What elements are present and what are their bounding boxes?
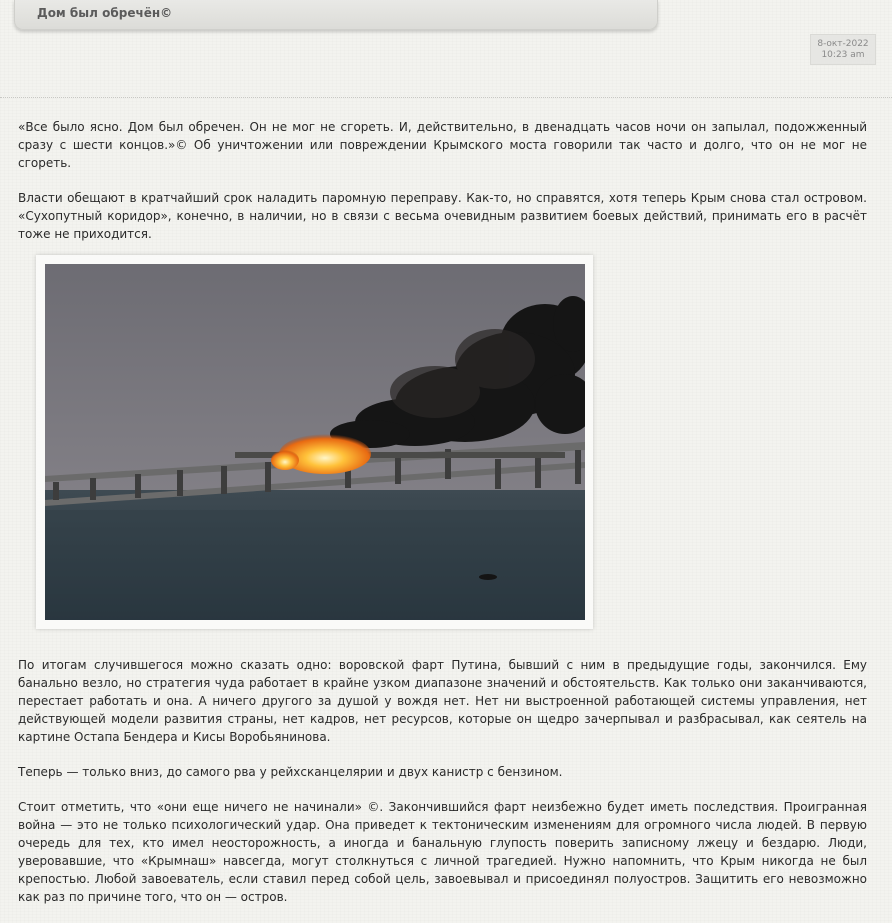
paragraph: Теперь — только вниз, до самого рва у рейхсканцелярии и двух канистр с бензином.: [18, 765, 563, 779]
post-date-badge: [810, 34, 876, 65]
post-time: 10:23 am: [821, 50, 865, 60]
post-body: [18, 118, 867, 923]
post-title-tab: [14, 0, 658, 30]
header-divider: [0, 97, 892, 98]
paragraph: Власти обещают в кратчайший срок наладить паромную переправу. Как-то, но справятся, хотя теперь Крым снова стал островом. «Сухопутный коридор», конечно, в наличии, но в связи с весьма очевидным развитием боевых действий, принимать его в расчёт тоже не приходится.: [18, 191, 867, 241]
post-title: Дом был обречён©: [37, 6, 173, 20]
post-date: 8-окт-2022: [817, 39, 869, 49]
paragraph: По итогам случившегося можно сказать одно: воровской фарт Путина, бывший с ним в предыдущие годы, закончился. Ему банально везло, но стратегия чуда работает в крайне узком диапазоне значений и обстоятельств. Как только они заканчиваются, перестает работать и она. А ничего другого за душой у вождя нет. Нет ни выстроенной работающей системы управления, нет действующей модели развития страны, нет кадров, нет ресурсов, которые он щедро зачерпывал и разбрасывал, как сеятель на картине Остапа Бендера и Кисы Воробьянинова.: [18, 658, 867, 744]
photo-frame: [36, 255, 593, 629]
bridge-fire-photo: [45, 264, 585, 620]
paragraph: Стоит отметить, что «они еще ничего не начинали» ©. Закончившийся фарт неизбежно будет иметь последствия. Проигранная война — это не только психологический удар. Она приведет к тектоническим изменениям для огромного числа людей. В первую очередь для тех, кто имел неосторожность, а иногда и банальную глупость поверить записному лжецу и бездарю. Люди, уверовавшие, что «Крымнаш» навсегда, могут столкнуться с личной трагедией. Нужно напомнить, что Крым никогда не был крепостью. Любой завоеватель, если ставил перед собой цель, завоевывал и присоединял полуостров. Защитить его невозможно как раз по причине того, что он — остров.: [18, 800, 867, 904]
paragraph: «Все было ясно. Дом был обречен. Он не мог не сгореть. И, действительно, в двенадцать часов ночи он запылал, подожженный сразу с шести концов.»© Об уничтожении или повреждении Крымского моста говорили так часто и долго, что он не мог не сгореть.: [18, 120, 867, 170]
